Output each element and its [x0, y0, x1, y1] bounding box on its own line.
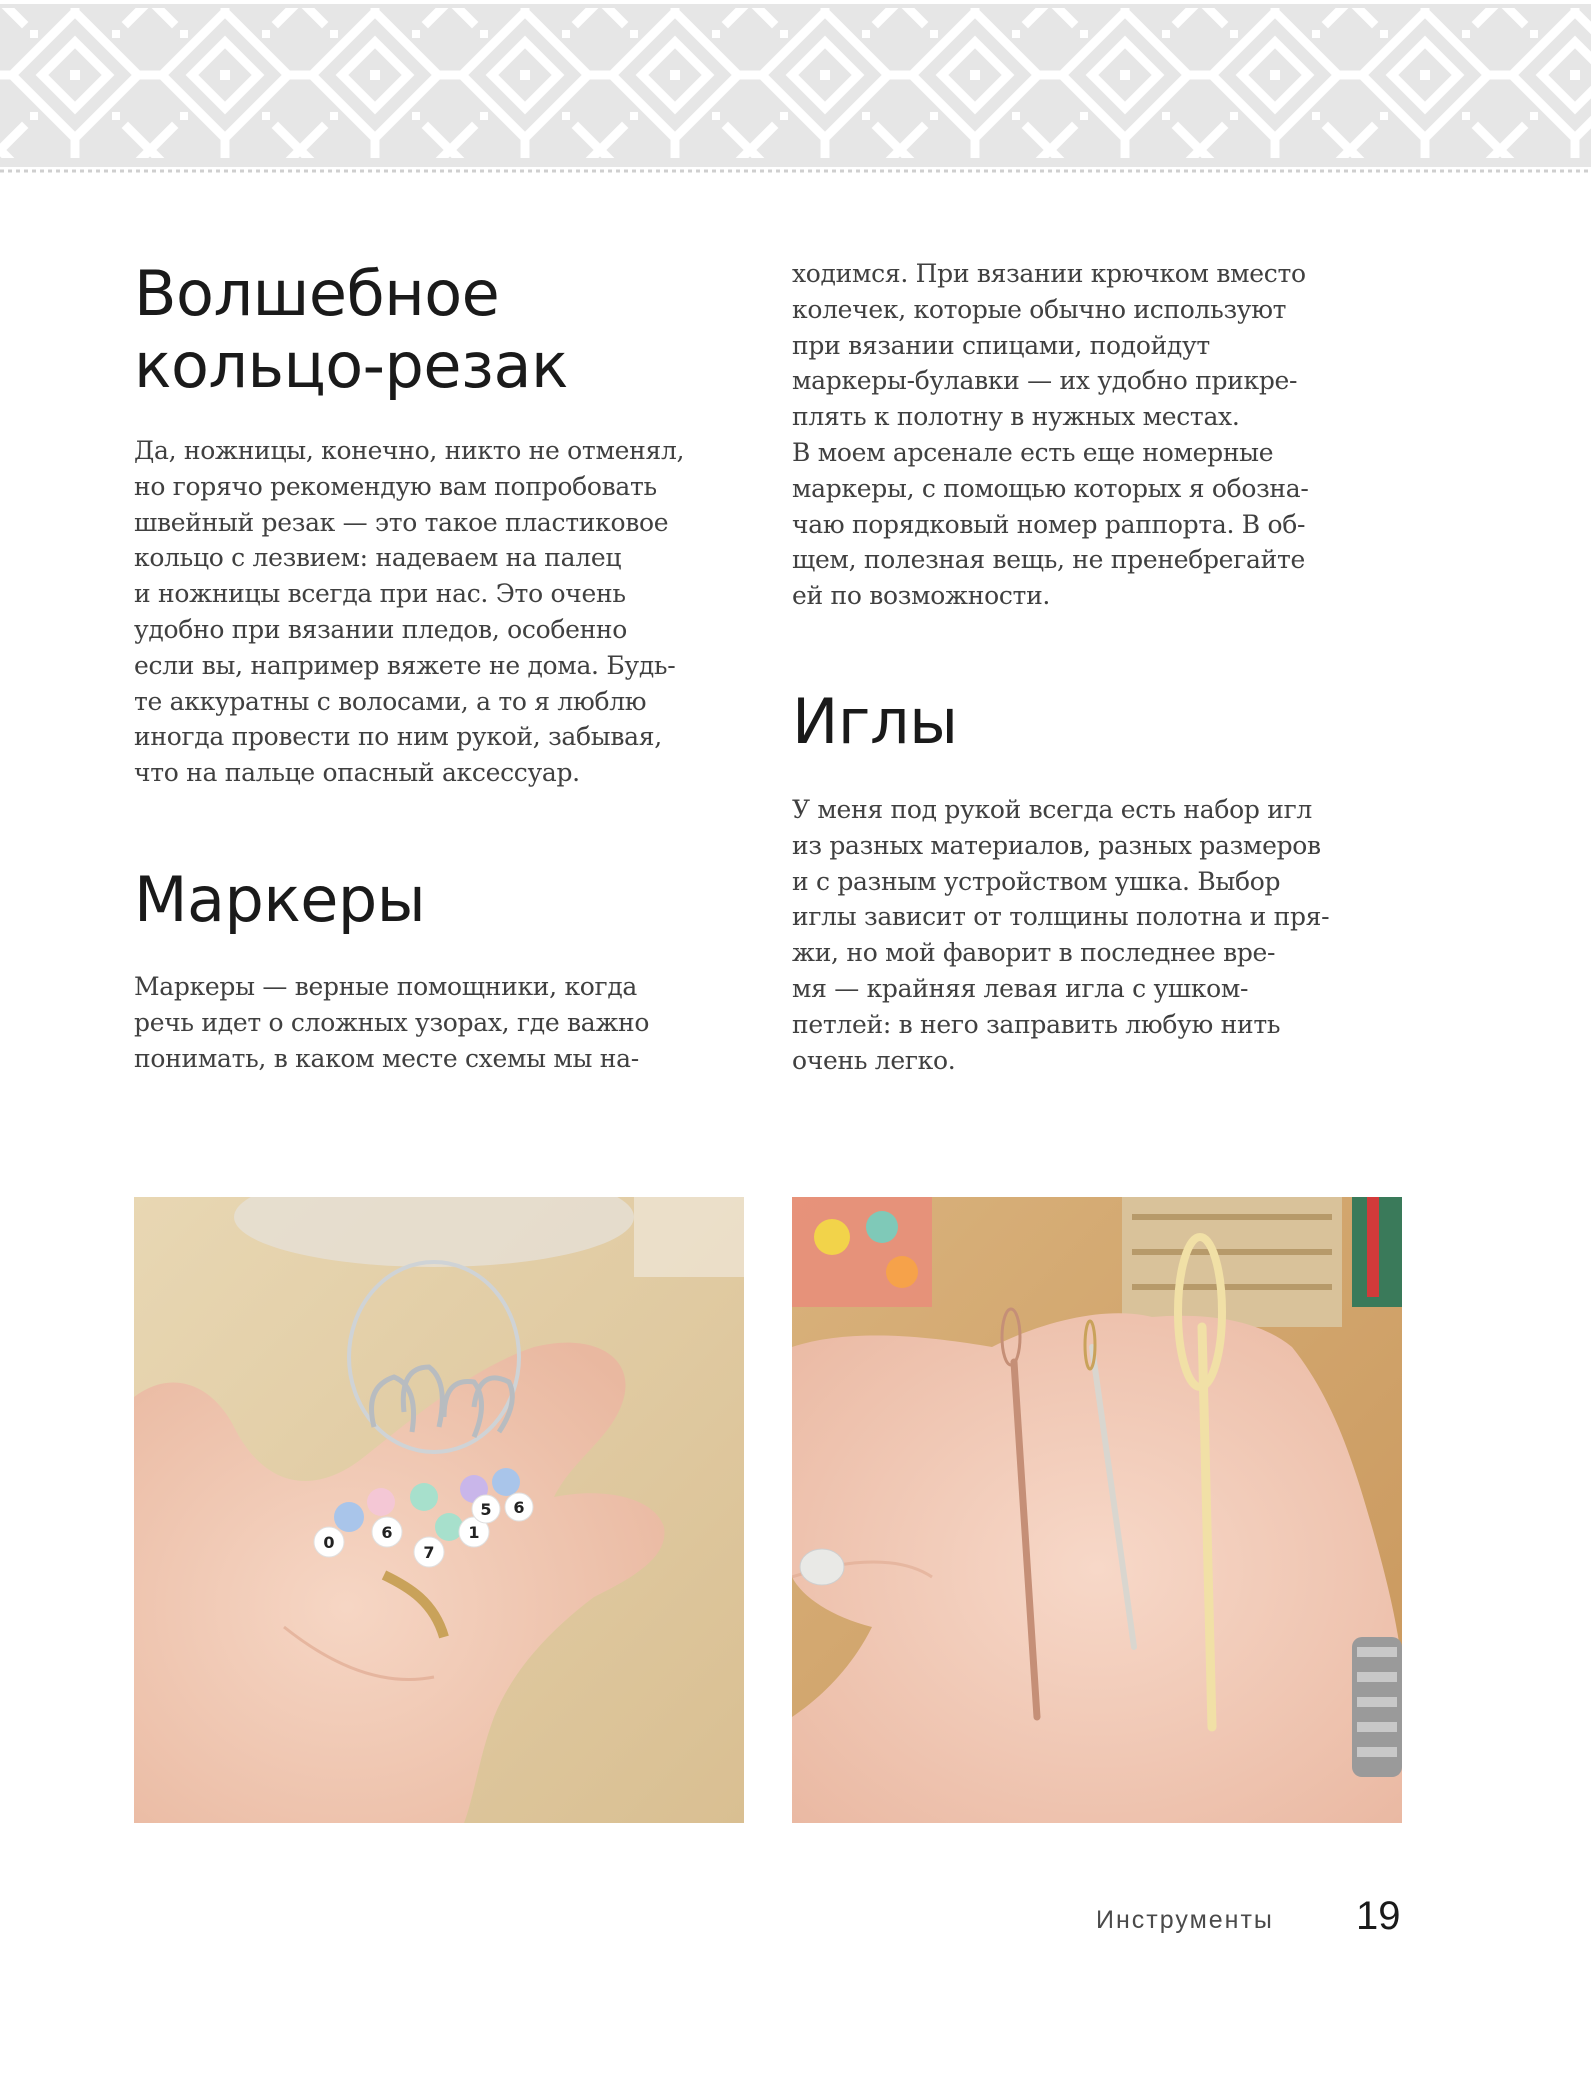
paragraph-needles: [792, 792, 1402, 1078]
text-line: колечек, которые обычно используют: [792, 294, 1287, 324]
bead-number: 0: [323, 1533, 335, 1552]
text-line: из разных материалов, разных размеров: [792, 830, 1321, 860]
text-line: жи, но мой фаворит в последнее вре-: [792, 938, 1276, 968]
text-line: В моем арсенале есть еще номерные: [792, 437, 1274, 467]
text-line: плять к полотну в нужных местах.: [792, 402, 1240, 432]
bead-number: 1: [468, 1523, 480, 1542]
text-line: чаю порядковый номер раппорта. В об-: [792, 509, 1306, 539]
text-line: петлей: в него заправить любую нить: [792, 1009, 1281, 1039]
text-line: понимать, в каком месте схемы мы на-: [134, 1043, 639, 1073]
text-line: маркеры-булавки — их удобно прикре-: [792, 366, 1298, 396]
text-line: Да, ножницы, конечно, никто не отменял,: [134, 436, 685, 465]
text-line: Маркеры — верные помощники, когда: [134, 972, 638, 1001]
text-line: при вязании спицами, подойдут: [792, 330, 1210, 360]
bead-number: 6: [513, 1498, 525, 1517]
page-number: 19: [1356, 1894, 1401, 1938]
text-line: У меня под рукой всегда есть набор игл: [792, 795, 1312, 824]
text-line: и ножницы всегда при нас. Это очень: [134, 579, 626, 609]
text-line: ходимся. При вязании крючком вместо: [792, 259, 1306, 288]
text-line: что на пальце опасный аксессуар.: [134, 758, 580, 788]
text-line: ей по возможности.: [792, 581, 1051, 611]
text-line: кольцо с лезвием: надеваем на палец: [134, 543, 622, 573]
text-line: речь идет о сложных узорах, где важно: [134, 1007, 650, 1037]
text-line: мя — крайняя левая игла с ушком-: [792, 973, 1249, 1003]
folk-ornament-pattern: [0, 0, 1591, 175]
footer-section-title: Инструменты: [1096, 1906, 1274, 1934]
bead-number: 5: [480, 1500, 492, 1519]
paragraph-markers-continued: [792, 256, 1402, 614]
text-line: но горячо рекомендую вам попробовать: [134, 471, 657, 501]
left-column: [134, 258, 744, 402]
bead-number: 7: [423, 1543, 435, 1562]
text-line: те аккуратны с волосами, а то я люблю: [134, 686, 647, 716]
text-line: очень легко.: [792, 1045, 956, 1075]
photo-stitch-markers: [134, 1197, 744, 1823]
photo-needles: [792, 1197, 1402, 1823]
ornament-header-band: [0, 0, 1591, 175]
bead-number: 6: [381, 1523, 393, 1542]
text-line: иногда провести по ним рукой, забывая,: [134, 722, 662, 752]
heading-magic-ring-cutter: Волшебное кольцо-резак: [134, 257, 568, 402]
text-line: удобно при вязании пледов, особенно: [134, 614, 628, 644]
text-line: если вы, например вяжете не дома. Будь-: [134, 650, 676, 680]
heading-needles: Иглы: [792, 685, 958, 758]
text-line: швейный резак — это такое пластиковое: [134, 507, 669, 537]
paragraph-markers-start: [134, 969, 744, 1076]
text-line: и с разным устройством ушка. Выбор: [792, 866, 1281, 896]
text-line: иглы зависит от толщины полотна и пря-: [792, 902, 1330, 932]
heading-markers: Маркеры: [134, 863, 426, 936]
text-line: щем, полезная вещь, не пренебрегайте: [792, 545, 1305, 575]
paragraph-ring-cutter: [134, 433, 744, 791]
text-line: маркеры, с помощью которых я обозна-: [792, 473, 1309, 503]
